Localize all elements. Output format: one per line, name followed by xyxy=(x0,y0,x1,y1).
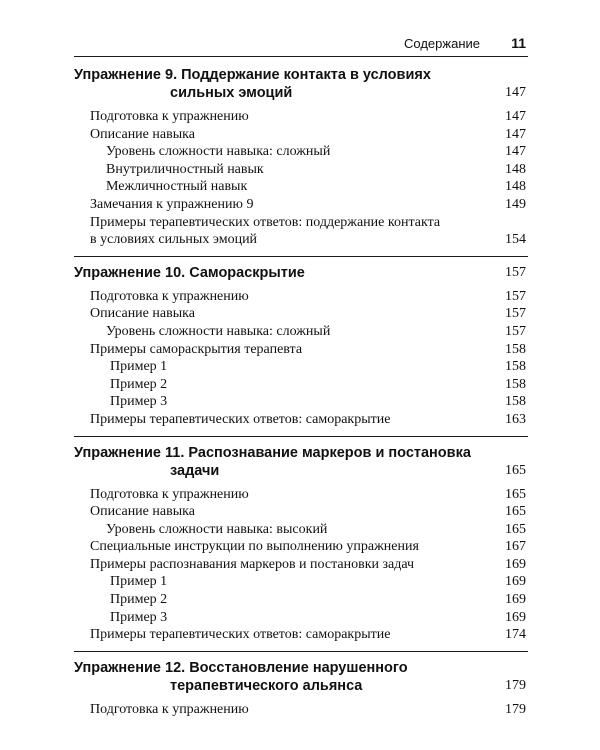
toc-entry-label: Подготовка к упражнению xyxy=(90,109,249,124)
toc-entry[interactable] xyxy=(74,305,528,323)
toc-entry[interactable] xyxy=(74,143,528,161)
toc-entry[interactable] xyxy=(74,376,528,394)
toc-entry-page: 158 xyxy=(505,341,526,357)
toc-entry-page: 174 xyxy=(505,627,526,643)
toc-entry[interactable] xyxy=(74,358,528,376)
toc-entry-page: 147 xyxy=(505,144,526,160)
toc-entry-label: Пример 3 xyxy=(110,394,168,410)
toc-entry-label: Замечания к упражнению 9 xyxy=(90,196,254,212)
toc-entry-label: Подготовка к упражнению xyxy=(90,486,249,502)
exercise-title[interactable] xyxy=(74,66,528,108)
toc-entry-page: 169 xyxy=(505,556,526,572)
exercise-title-line2: сильных эмоций xyxy=(170,85,293,101)
toc-entry-label: Пример 2 xyxy=(110,376,168,392)
exercise-title-line1: Упражнение 11. Распознавание маркеров и постановка xyxy=(74,444,471,461)
exercise-title-line1: Упражнение 9. Поддержание контакта в условиях xyxy=(74,67,431,83)
toc-entry-page: 154 xyxy=(505,232,526,248)
toc-entry[interactable] xyxy=(74,503,528,521)
exercise-title[interactable] xyxy=(74,264,528,288)
toc-section-ex9 xyxy=(74,66,528,249)
toc-entry-page: 165 xyxy=(505,521,526,537)
toc-entry-label: Специальные инструкции по выполнению упражнения xyxy=(90,539,419,555)
toc-entry[interactable] xyxy=(74,556,528,574)
toc-entry-page: 165 xyxy=(505,486,526,502)
toc-entry-label: Примеры распознавания маркеров и постановки задач xyxy=(90,556,415,572)
toc-entry-label: Подготовка к упражнению xyxy=(90,701,249,717)
toc-entry-label: Пример 3 xyxy=(110,609,168,625)
toc-entry-label: Подготовка к упражнению xyxy=(90,288,249,304)
toc-entry[interactable] xyxy=(74,161,528,179)
toc-entry-page: 163 xyxy=(505,411,526,427)
toc-entry[interactable] xyxy=(74,411,528,429)
header-page-number: 11 xyxy=(511,35,526,51)
toc-section-ex10 xyxy=(74,256,528,429)
toc-entry-page: 148 xyxy=(505,179,526,195)
exercise-title-line2: задачи xyxy=(170,462,220,479)
toc-entry-label: Межличностный навык xyxy=(106,179,248,195)
toc-entry-page: 149 xyxy=(505,196,526,212)
toc-entry-label: Примеры терапевтических ответов: саморакрытие xyxy=(90,411,391,427)
toc-entry-page: 147 xyxy=(505,126,526,142)
toc-entry-label: Пример 1 xyxy=(110,359,168,375)
exercise-title-line2: терапевтического альянса xyxy=(170,677,363,694)
toc-entry[interactable] xyxy=(74,538,528,556)
toc-entry[interactable] xyxy=(74,591,528,609)
toc-entry-page: 169 xyxy=(505,609,526,625)
header-title: Содержание xyxy=(404,36,480,51)
table-of-contents xyxy=(74,66,528,718)
toc-section-ex11 xyxy=(74,436,528,644)
exercise-page: 165 xyxy=(505,462,526,478)
toc-entry[interactable] xyxy=(74,196,528,214)
toc-entry-label: Описание навыка xyxy=(90,126,195,142)
toc-entry-label: Примеры самораскрытия терапевта xyxy=(90,341,303,357)
toc-entry[interactable] xyxy=(74,214,528,249)
toc-entry-label: Описание навыка xyxy=(90,504,195,520)
exercise-page: 157 xyxy=(505,264,526,280)
toc-entry-label: Пример 1 xyxy=(110,574,168,590)
toc-entry-label: Внутриличностный навык xyxy=(106,161,264,177)
running-header xyxy=(74,34,528,57)
toc-entry-label: Уровень сложности навыка: высокий xyxy=(106,521,328,537)
toc-entry[interactable] xyxy=(74,393,528,411)
exercise-title[interactable] xyxy=(74,659,528,701)
toc-entry-label-continued: в условиях сильных эмоций xyxy=(90,232,258,248)
toc-entry-label: Уровень сложности навыка: сложный xyxy=(106,144,331,160)
toc-entry-page: 165 xyxy=(505,504,526,520)
toc-entry[interactable] xyxy=(74,573,528,591)
toc-entry[interactable] xyxy=(74,341,528,359)
toc-entry-page: 157 xyxy=(505,306,526,322)
toc-entry-page: 158 xyxy=(505,359,526,375)
toc-entry-label: Примеры терапевтических ответов: поддержание контакта xyxy=(90,214,441,230)
toc-entry-page: 169 xyxy=(505,574,526,590)
toc-entry[interactable] xyxy=(74,323,528,341)
toc-section-ex12 xyxy=(74,651,528,719)
toc-entry-page: 158 xyxy=(505,394,526,410)
exercise-page: 179 xyxy=(505,677,526,693)
toc-entry[interactable] xyxy=(74,626,528,644)
toc-entry-label: Пример 2 xyxy=(110,592,168,608)
toc-entry[interactable] xyxy=(74,521,528,539)
toc-entry-page: 157 xyxy=(505,323,526,339)
toc-entry-page: 157 xyxy=(505,288,526,304)
toc-entry-page: 148 xyxy=(505,161,526,177)
toc-entry-page: 169 xyxy=(505,592,526,608)
toc-entry-page: 158 xyxy=(505,376,526,392)
exercise-title-line1: Упражнение 12. Восстановление нарушенного xyxy=(74,659,408,676)
toc-entry[interactable] xyxy=(74,486,528,504)
toc-entry[interactable] xyxy=(74,701,528,719)
toc-entry-page: 147 xyxy=(505,109,526,124)
toc-entry[interactable] xyxy=(74,126,528,144)
toc-entry-page: 167 xyxy=(505,539,526,555)
exercise-title-line1: Упражнение 10. Самораскрытие xyxy=(74,264,305,281)
toc-entry[interactable] xyxy=(74,609,528,627)
toc-entry[interactable] xyxy=(74,178,528,196)
toc-entry[interactable] xyxy=(74,288,528,306)
toc-entry[interactable] xyxy=(74,108,528,126)
toc-entry-label: Описание навыка xyxy=(90,306,195,322)
exercise-page: 147 xyxy=(505,85,526,100)
toc-entry-label: Примеры терапевтических ответов: саморакрытие xyxy=(90,627,391,643)
exercise-title[interactable] xyxy=(74,444,528,486)
toc-entry-page: 179 xyxy=(505,701,526,717)
toc-entry-label: Уровень сложности навыка: сложный xyxy=(106,323,331,339)
